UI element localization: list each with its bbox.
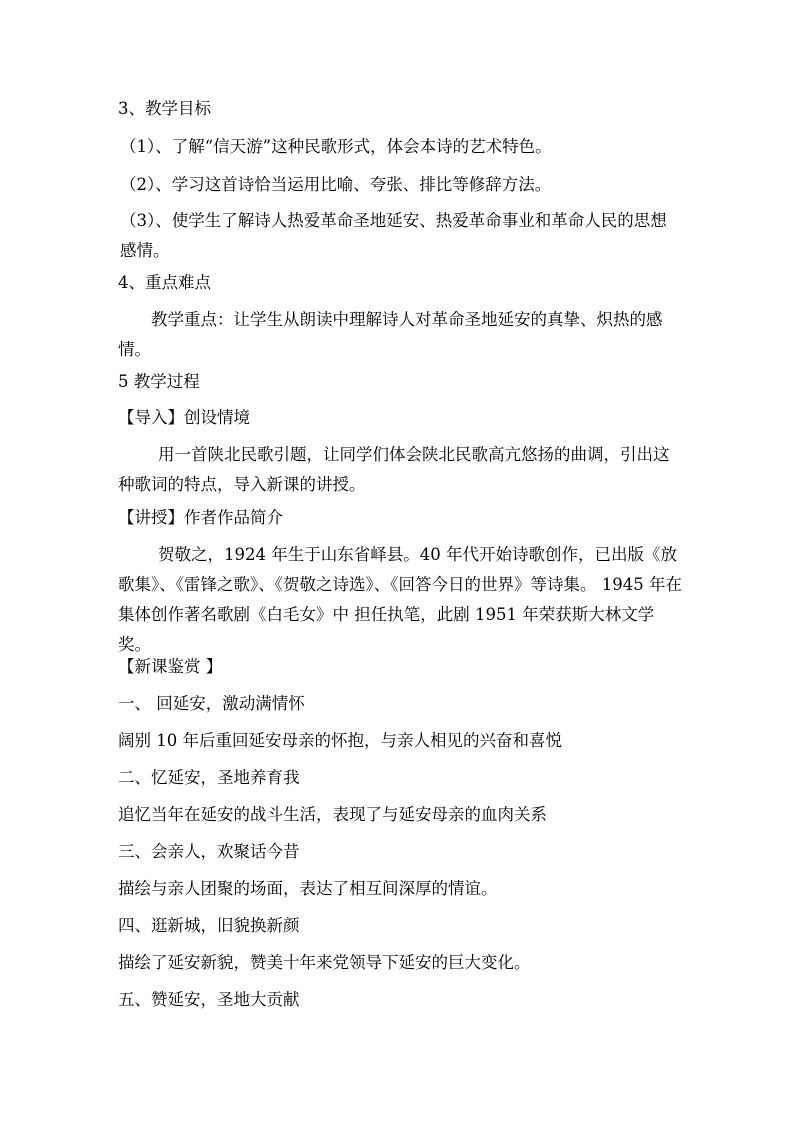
key-text: 教学重点：让学生从朗读中理解诗人对革命圣地延安的真挚、炽热的感情。 (118, 310, 663, 359)
part-2-text: 追忆当年在延安的战斗生活，表现了与延安母亲的血肉关系 (118, 805, 547, 824)
goal-3: （3）、使学生了解诗人热爱革命圣地延安、热爱革命事业和革命人民的思想感情。 (120, 211, 667, 260)
part-5-heading: 五、赞延安，圣地大贡献 (118, 990, 300, 1009)
appreciation-heading: 【新课鉴赏 】 (118, 657, 223, 676)
part-2-heading: 二、忆延安，圣地养育我 (118, 768, 300, 787)
key-heading: 4、重点难点 (118, 273, 211, 292)
author-text: 贺敬之，1924 年生于山东省峄县。40 年代开始诗歌创作，已出版《放歌集》、《雷锋之歌》、《贺敬之诗选》、《回答今日的世界》等诗集。 1945 年在集体创作著名歌剧《白毛女》中 担任执笔，此剧 1951 年荣获斯大林文学奖。 (118, 545, 682, 654)
process-heading: 5 教学过程 (118, 372, 200, 391)
goal-1: （1）、了解“信天游”这种民歌形式，体会本诗的艺术特色。 (120, 137, 552, 156)
goals-heading: 3、教学目标 (118, 99, 211, 118)
part-3-text: 描绘与亲人团聚的场面，表达了相互间深厚的情谊。 (118, 879, 498, 898)
author-heading: 【讲授】作者作品简介 (118, 508, 283, 527)
goal-2: （2）、学习这首诗恰当运用比喻、夸张、排比等修辞方法。 (120, 175, 552, 194)
part-1-text: 阔别 10 年后重回延安母亲的怀抱，与亲人相见的兴奋和喜悦 (118, 731, 562, 750)
part-4-text: 描绘了延安新貌，赞美十年来党领导下延安的巨大变化。 (118, 953, 531, 972)
part-4-heading: 四、逛新城，旧貌换新颜 (118, 916, 300, 935)
part-3-heading: 三、会亲人，欢聚话今昔 (118, 842, 300, 861)
part-1-heading: 一、 回延安，激动满情怀 (118, 694, 305, 713)
intro-heading: 【导入】创设情境 (118, 408, 250, 427)
intro-text: 用一首陕北民歌引题，让同学们体会陕北民歌高亢悠扬的曲调，引出这种歌词的特点，导入新课的讲授。 (118, 445, 670, 494)
